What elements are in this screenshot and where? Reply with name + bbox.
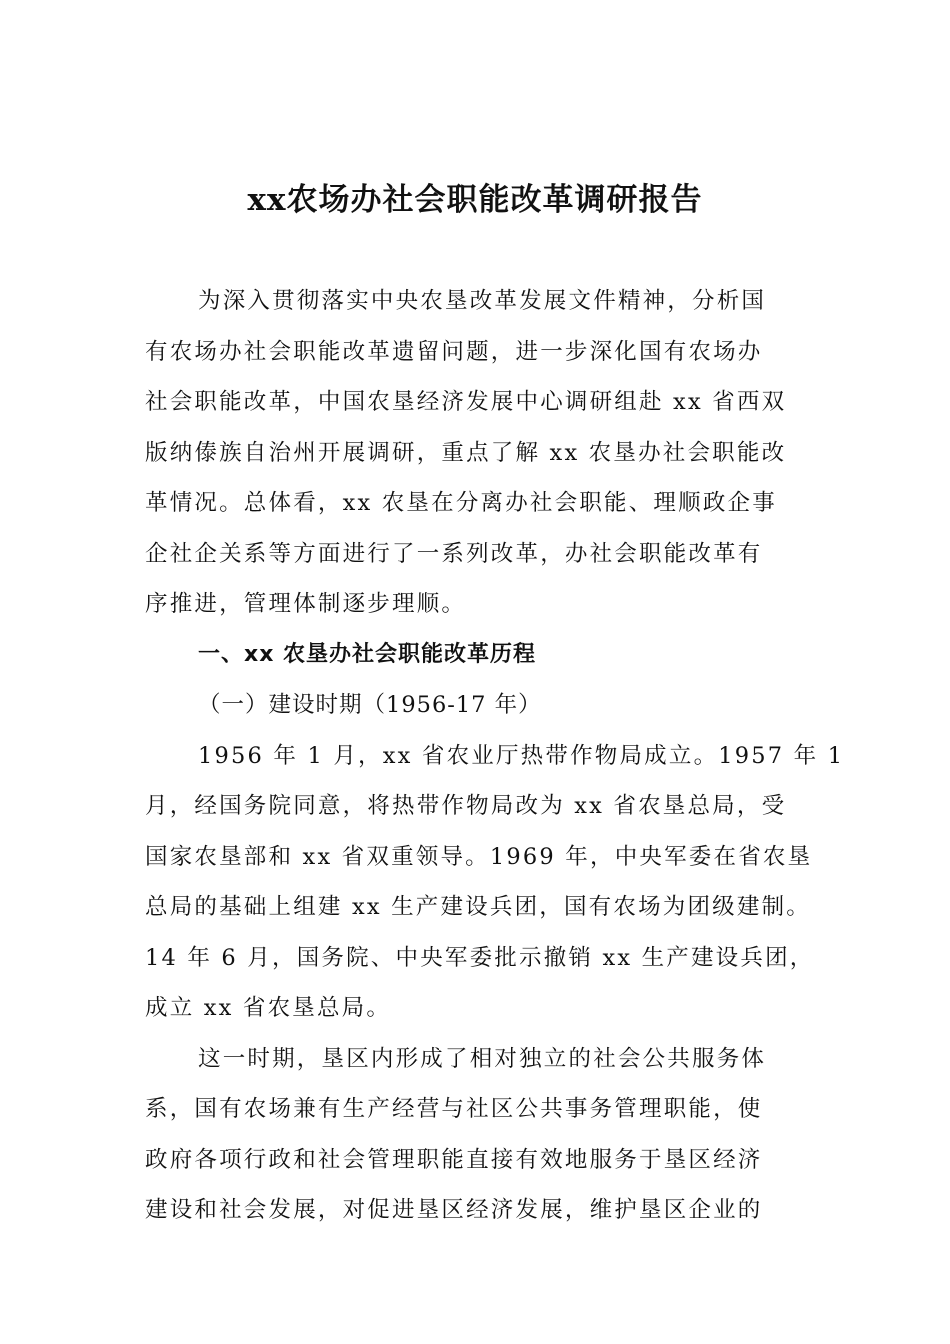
document-title: xx农场办社会职能改革调研报告 (247, 182, 703, 218)
document-body (145, 276, 845, 1236)
paragraph-history (145, 731, 845, 1034)
subsection-heading: （一）建设时期（1956-17 年） (198, 692, 542, 718)
text-line: 成立 xx 省农垦总局。 (145, 995, 392, 1021)
text-line: 总局的基础上组建 xx 生产建设兵团，国有农场为团级建制。 (145, 894, 811, 920)
text-line: 有农场办社会职能改革遗留问题，进一步深化国有农场办 (145, 338, 763, 365)
text-line: 14 年 6 月，国务院、中央军委批示撤销 xx 生产建设兵团， (145, 944, 815, 971)
paragraph-period-summary (145, 1034, 825, 1236)
text-line: 社会职能改革，中国农垦经济发展中心调研组赴 xx 省西双 (145, 389, 787, 415)
text-line: 为深入贯彻落实中央农垦改革发展文件精神，分析国 (198, 288, 767, 314)
text-line: 系，国有农场兼有生产经营与社区公共事务管理职能，使 (145, 1096, 763, 1122)
text-line: 建设和社会发展，对促进垦区经济发展，维护垦区企业的 (145, 1197, 763, 1223)
text-line: 政府各项行政和社会管理职能直接有效地服务于垦区经济 (145, 1146, 763, 1173)
text-line: 国家农垦部和 xx 省双重领导。1969 年，中央军委在省农垦 (145, 843, 813, 870)
text-line: 1956 年 1 月，xx 省农业厅热带作物局成立。1957 年 1 (198, 742, 845, 769)
text-line: 月，经国务院同意，将热带作物局改为 xx 省农垦总局，受 (145, 793, 787, 819)
text-line: 这一时期，垦区内形成了相对独立的社会公共服务体 (198, 1045, 767, 1072)
text-line: 序推进，管理体制逐步理顺。 (145, 591, 467, 617)
text-line: 企社企关系等方面进行了一系列改革，办社会职能改革有 (145, 540, 763, 567)
paragraph-intro (145, 276, 825, 630)
text-line: 版纳傣族自治州开展调研，重点了解 xx 农垦办社会职能改 (145, 439, 787, 466)
section-heading: 一、xx 农垦办社会职能改革历程 (198, 641, 537, 667)
text-line: 革情况。总体看，xx 农垦在分离办社会职能、理顺政企事 (145, 490, 777, 516)
